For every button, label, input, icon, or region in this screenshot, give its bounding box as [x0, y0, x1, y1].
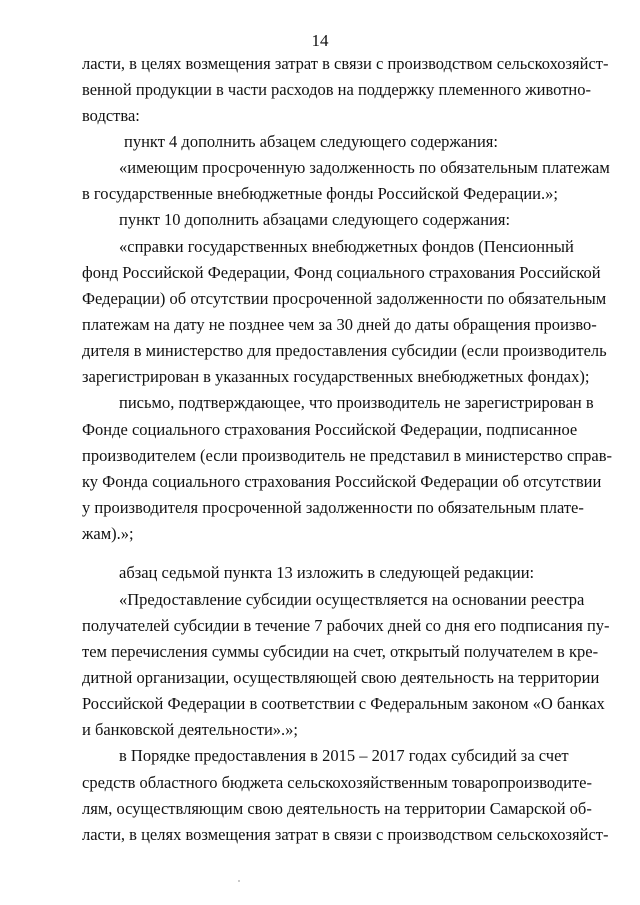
text-line: дителя в министерство для предоставления субсидии (если производитель — [82, 341, 607, 360]
text-line: венной продукции в части расходов на поддержку племенного животно- — [82, 80, 592, 99]
text-line: и банковской деятельности».»; — [82, 720, 298, 739]
text-line: Фонде социального страхования Российской Федерации, подписанное — [82, 420, 578, 439]
scan-artifact — [238, 880, 240, 882]
text-line: в Порядке предоставления в 2015 – 2017 годах субсидий за счет — [119, 746, 569, 765]
text-line: пункт 10 дополнить абзацами следующего содержания: — [119, 210, 511, 229]
page-number: 14 — [311, 31, 329, 50]
text-line: жам).»; — [82, 524, 134, 543]
text-line: получателей субсидии в течение 7 рабочих дней со дня его подписания пу- — [82, 616, 610, 635]
text-line: письмо, подтверждающее, что производитель не зарегистрирован в — [119, 393, 594, 412]
text-line: «Предоставление субсидии осуществляется на основании реестра — [119, 590, 585, 609]
text-line: «справки государственных внебюджетных фондов (Пенсионный — [119, 237, 574, 256]
text-line: платежам на дату не позднее чем за 30 дней до даты обращения произво- — [82, 315, 597, 334]
text-line: «имеющим просроченную задолженность по обязательным платежам — [119, 158, 610, 177]
text-line: Федерации) об отсутствии просроченной задолженности по обязательным — [82, 289, 607, 308]
text-line: тем перечисления суммы субсидии на счет, открытый получателем в кре- — [82, 642, 599, 661]
text-line: производителем (если производитель не представил в министерство справ- — [82, 446, 612, 465]
text-line: дитной организации, осуществляющей свою деятельность на территории — [82, 668, 600, 687]
text-line: в государственные внебюджетные фонды Российской Федерации.»; — [82, 184, 558, 203]
text-line: ку Фонда социального страхования Российской Федерации об отсутствии — [82, 472, 602, 491]
text-line: у производителя просроченной задолженности по обязательным плате- — [82, 498, 584, 517]
text-line: водства: — [82, 106, 140, 125]
text-line: ласти, в целях возмещения затрат в связи с производством сельскохозяйст- — [82, 54, 609, 73]
text-line: средств областного бюджета сельскохозяйственным товаропроизводите- — [82, 773, 592, 792]
text-line: фонд Российской Федерации, Фонд социального страхования Российской — [82, 263, 601, 282]
text-line: ласти, в целях возмещения затрат в связи с производством сельскохозяйст- — [82, 825, 609, 844]
text-line: лям, осуществляющим свою деятельность на территории Самарской об- — [82, 799, 592, 818]
text-line: зарегистрирован в указанных государственных внебюджетных фондах); — [82, 367, 590, 386]
text-line: абзац седьмой пункта 13 изложить в следующей редакции: — [119, 563, 535, 582]
text-line: пункт 4 дополнить абзацем следующего содержания: — [124, 132, 498, 151]
text-line: Российской Федерации в соответствии с Федеральным законом «О банках — [82, 694, 605, 713]
